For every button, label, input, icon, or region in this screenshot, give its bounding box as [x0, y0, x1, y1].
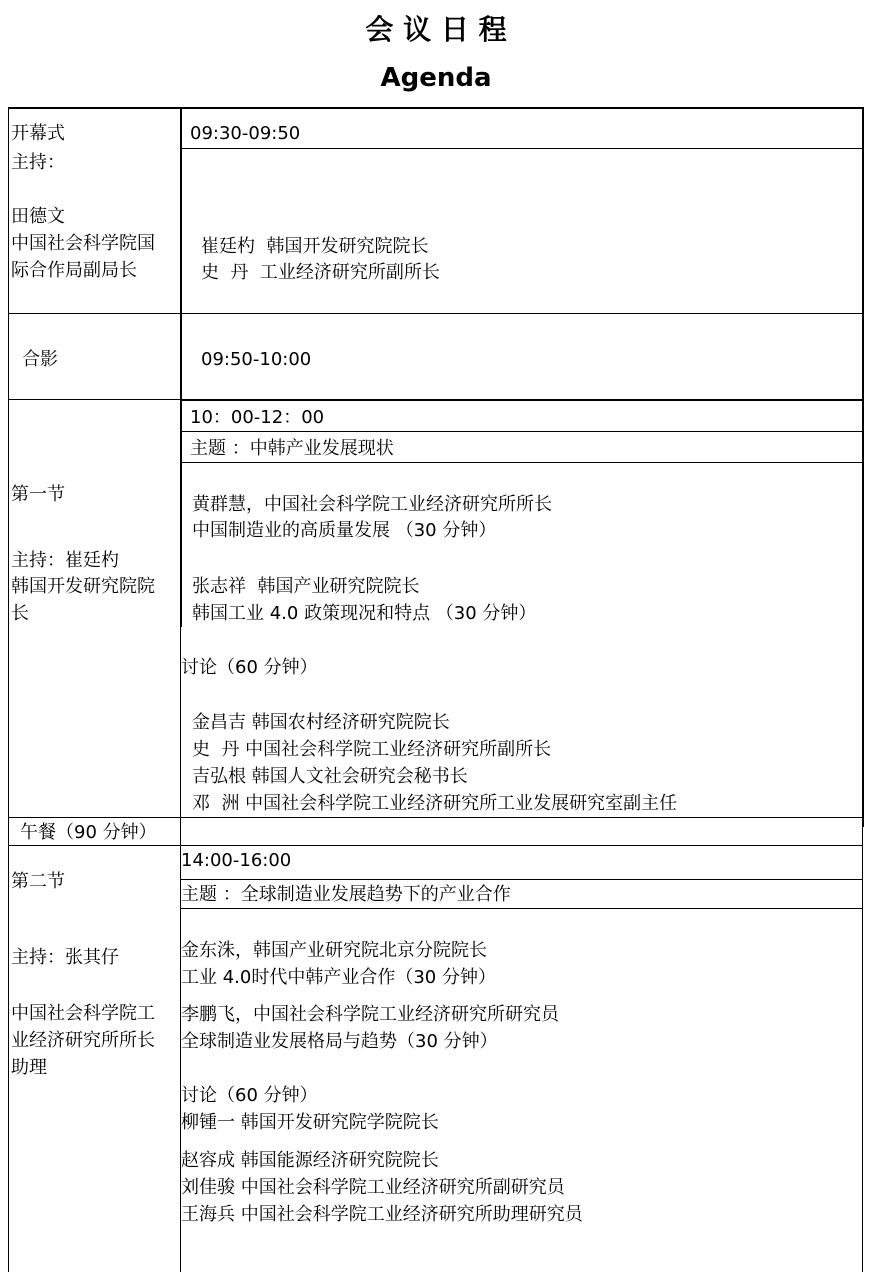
session2-discussant: 赵容成 韩国能源经济研究院院长 [181, 1150, 439, 1171]
opening-host-title-line1: 中国社会科学院国 [11, 233, 155, 254]
opening-speaker: 崔廷杓 韩国开发研究院院长 [201, 236, 429, 257]
page-title-en: Agenda [380, 63, 492, 93]
session2-talk: 全球制造业发展格局与趋势（30 分钟） [181, 1031, 498, 1052]
session1-talk: 张志祥 韩国产业研究院院长 [192, 576, 420, 597]
session1-discussant: 史 丹 中国社会科学院工业经济研究所副所长 [192, 739, 552, 760]
opening-time: 09:30-09:50 [190, 123, 301, 144]
session2-host-org-line1: 中国社会科学院工 [11, 1003, 155, 1024]
session1-host-org-line1: 韩国开发研究院院 [11, 576, 155, 597]
lunch-label: 午餐（90 分钟） [20, 822, 157, 843]
row-line [180, 908, 863, 909]
session1-time: 10：00-12：00 [190, 407, 325, 428]
session2-discussant: 柳锺一 韩国开发研究院学院院长 [181, 1112, 439, 1133]
table-border-left [8, 107, 9, 1272]
photo-time: 09:50-10:00 [201, 349, 312, 370]
row-line [8, 817, 863, 818]
row-line [8, 313, 863, 314]
session2-discussion: 讨论（60 分钟） [181, 1085, 318, 1106]
row-line [180, 879, 863, 880]
opening-speaker: 史 丹 工业经济研究所副所长 [201, 262, 440, 283]
session1-discussant: 金昌吉 韩国农村经济研究院院长 [192, 712, 450, 733]
table-border-right-lower [862, 827, 863, 1272]
session1-host-org-line2: 长 [11, 603, 29, 624]
session1-host: 主持：崔廷杓 [11, 550, 119, 571]
column-divider [180, 107, 182, 627]
photo-label: 合影 [22, 349, 58, 370]
session2-talk: 工业 4.0时代中韩产业合作（30 分钟） [181, 967, 496, 988]
row-line [8, 845, 863, 846]
row-line [180, 148, 863, 149]
session2-discussant: 王海兵 中国社会科学院工业经济研究所助理研究员 [181, 1204, 583, 1225]
session2-host-org-line3: 助理 [11, 1057, 47, 1078]
session1-talk: 韩国工业 4.0 政策现况和特点 （30 分钟） [192, 603, 537, 624]
session2-host: 主持：张其仔 [11, 947, 119, 968]
opening-host-label: 主持： [11, 152, 65, 173]
session1-theme: 主题 ：中韩产业发展现状 [190, 438, 394, 459]
session2-discussant: 刘佳骏 中国社会科学院工业经济研究所副研究员 [181, 1177, 565, 1198]
opening-host-name: 田德文 [11, 206, 65, 227]
session2-theme: 主题 ：全球制造业发展趋势下的产业合作 [181, 884, 511, 905]
opening-label: 开幕式 [11, 123, 65, 144]
page-title-cn: 会 议 日 程 [365, 13, 507, 46]
session2-time: 14:00-16:00 [181, 850, 292, 871]
table-border-top [8, 107, 863, 109]
session2-talk: 金东洙，韩国产业研究院北京分院院长 [181, 940, 487, 961]
row-line [8, 399, 180, 400]
session1-discussion: 讨论（60 分钟） [181, 657, 318, 678]
session2-host-org-line2: 业经济研究所所长 [11, 1030, 155, 1051]
session1-discussant: 吉弘根 韩国人文社会研究会秘书长 [192, 766, 468, 787]
session2-label: 第二节 [11, 871, 65, 892]
row-line [180, 462, 863, 463]
row-line [180, 399, 863, 401]
row-line [180, 431, 863, 432]
table-border-right [862, 107, 864, 827]
session2-talk: 李鹏飞，中国社会科学院工业经济研究所研究员 [181, 1004, 559, 1025]
session1-talk: 黄群慧，中国社会科学院工业经济研究所所长 [192, 494, 552, 515]
session1-discussant: 邓 洲 中国社会科学院工业经济研究所工业发展研究室副主任 [192, 793, 678, 814]
session1-talk: 中国制造业的高质量发展 （30 分钟） [192, 520, 497, 541]
session1-label: 第一节 [11, 484, 65, 505]
opening-host-title-line2: 际合作局副局长 [11, 260, 137, 281]
